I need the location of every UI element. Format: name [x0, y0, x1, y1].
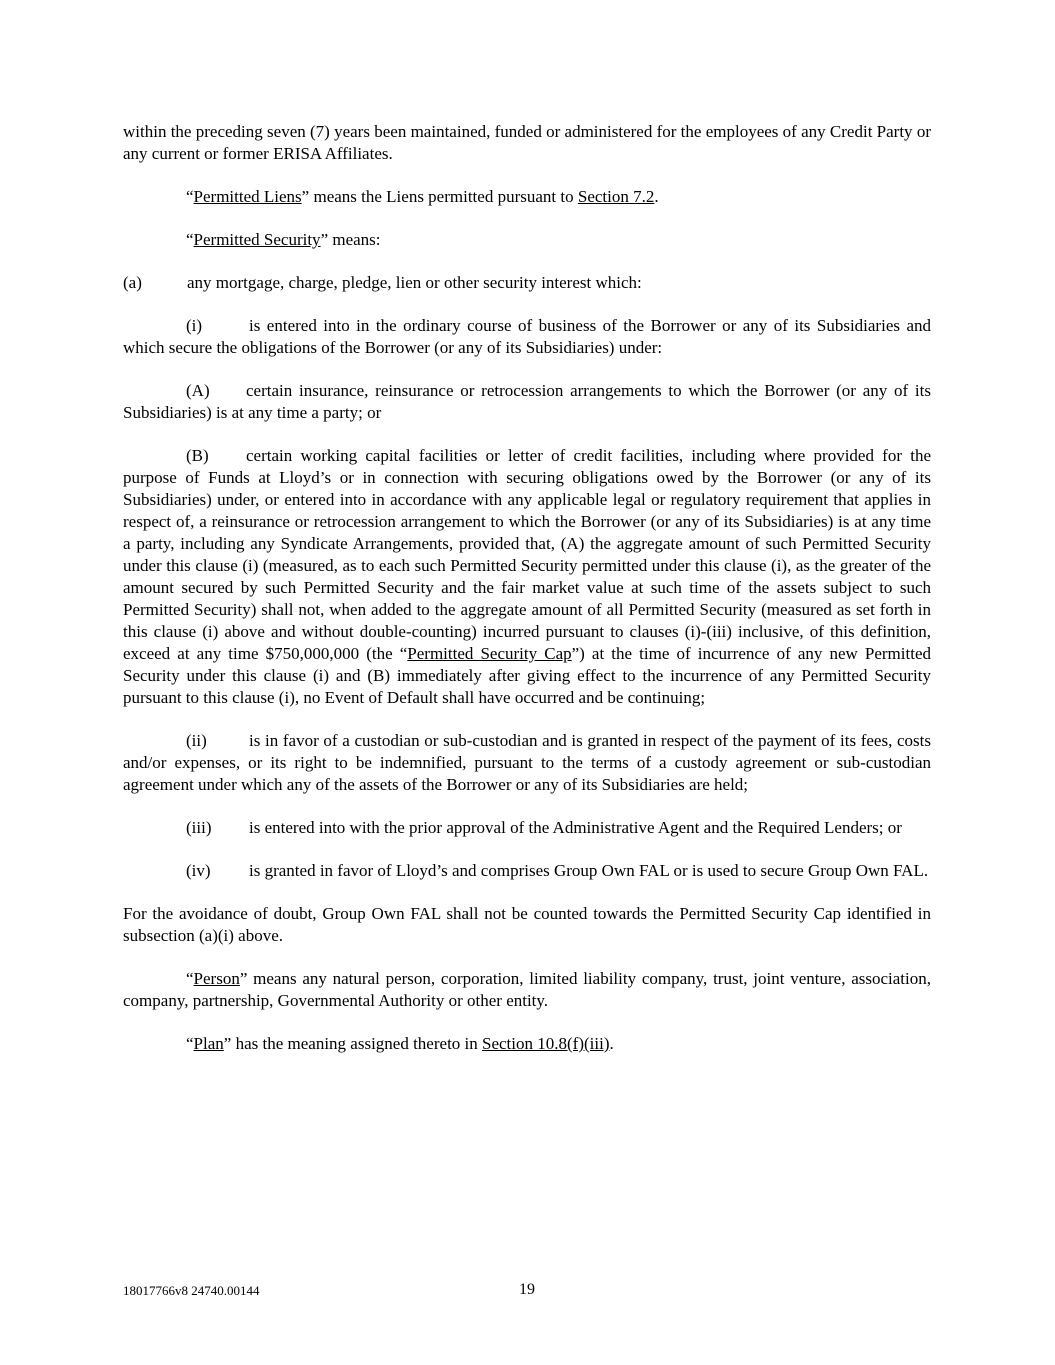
clause-label: (ii)	[186, 731, 207, 750]
text-run: .	[609, 1034, 614, 1053]
definition-plan	[123, 1033, 931, 1055]
page-footer	[123, 1280, 931, 1302]
clause-label: (B)	[186, 446, 209, 465]
clause-label: (iii)	[186, 818, 212, 837]
text-run: “	[186, 1034, 194, 1053]
text-run: ” means any natural person, corporation, limited liability company, trust, joint venture, association, company, partnership, Governmental Authority or other entity.	[123, 969, 931, 1010]
clause-a-ii	[123, 730, 931, 796]
text-run: For the avoidance of doubt, Group Own FAL shall not be counted towards the Permitted Security Cap identified in subsection (a)(i) above.	[123, 904, 931, 945]
text-run: within the preceding seven (7) years been maintained, funded or administered for the employees of any Credit Party or any current or former ERISA Affiliates.	[123, 122, 931, 163]
document-id-stamp: 18017766v8 24740.00144	[123, 1283, 260, 1298]
text-run: ” means:	[320, 230, 381, 249]
text-run: certain insurance, reinsurance or retrocession arrangements to which the Borrower (or any of its Subsidiaries) is at any time a party; or	[123, 381, 931, 422]
text-run: is in favor of a custodian or sub-custodian and is granted in respect of the payment of its fees, costs and/or expenses, or its right to be indemnified, pursuant to the terms of a custody agreement or sub-custodian agreement under which any of the assets of the Borrower or any of its Subsidiaries are held;	[123, 731, 931, 794]
defined-term: Permitted Liens	[193, 187, 302, 206]
text-run: .	[654, 187, 659, 206]
clause-a-i	[123, 315, 931, 359]
clause-label: (i)	[186, 316, 203, 335]
defined-term: Section 10.8(f)(iii)	[482, 1034, 610, 1053]
text-run: “	[186, 187, 194, 206]
text-run: any mortgage, charge, pledge, lien or other security interest which:	[187, 273, 642, 292]
defined-term: Plan	[193, 1034, 224, 1053]
defined-term: Permitted Security	[193, 230, 321, 249]
text-run: “	[186, 969, 194, 988]
text-run: is granted in favor of Lloyd’s and comprises Group Own FAL or is used to secure Group Own FAL.	[249, 861, 929, 880]
definition-person	[123, 968, 931, 1012]
clause-label: (iv)	[186, 861, 211, 880]
clause-label: (a)	[123, 273, 142, 292]
document-body	[123, 121, 931, 1076]
clause-a-i-B	[123, 445, 931, 709]
clause-a-iii	[123, 817, 931, 839]
clause-a-iv	[123, 860, 931, 882]
paragraph-erisa-continuation	[123, 121, 931, 165]
text-run: ”) at the time of incurrence of any new Permitted Security under this clause (i) and (B) immediately after giving effect to the incurrence of any Permitted Security pursuant to this clause (i), no Event of Default shall have occurred and be continuing;	[123, 644, 931, 707]
page-number: 19	[519, 1281, 535, 1298]
text-run: ” means the Liens permitted pursuant to	[301, 187, 578, 206]
clause-label: (A)	[186, 381, 210, 400]
text-run: certain working capital facilities or letter of credit facilities, including where provided for the purpose of Funds at Lloyd’s or in connection with securing obligations owed by the Borrower (or any of its Subsidiaries) under, or entered into in accordance with any applicable legal or regulatory requirement that applies in respect of, a reinsurance or retrocession arrangement to which the Borrower (or any of its Subsidiaries) is at any time a party, including any Syndicate Arrangements, provided that, (A) the aggregate amount of such Permitted Security under this clause (i) (measured, as to each such Permitted Security permitted under this clause (i), as the greater of the amount secured by such Permitted Security and the fair market value at such time of the assets subject to such Permitted Security) shall not, when added to the aggregate amount of all Permitted Security (measured as set forth in this clause (i) above and without double-counting) incurred pursuant to clauses (i)-(iii) inclusive, of this definition, exceed at any time $750,000,000 (the “	[123, 446, 931, 663]
clause-a	[123, 272, 931, 294]
clause-a-i-A	[123, 380, 931, 424]
text-run: is entered into with the prior approval of the Administrative Agent and the Required Lenders; or	[249, 818, 902, 837]
definition-permitted-security	[123, 229, 931, 251]
defined-term: Person	[193, 969, 240, 988]
definition-permitted-liens	[123, 186, 931, 208]
text-run: is entered into in the ordinary course of business of the Borrower or any of its Subsidiaries and which secure the obligations of the Borrower (or any of its Subsidiaries) under:	[123, 316, 931, 357]
defined-term: Section 7.2	[577, 187, 655, 206]
text-run: “	[186, 230, 194, 249]
text-run: ” has the meaning assigned thereto in	[223, 1034, 483, 1053]
defined-term: Permitted Security Cap	[407, 644, 572, 663]
avoidance-of-doubt-note	[123, 903, 931, 947]
